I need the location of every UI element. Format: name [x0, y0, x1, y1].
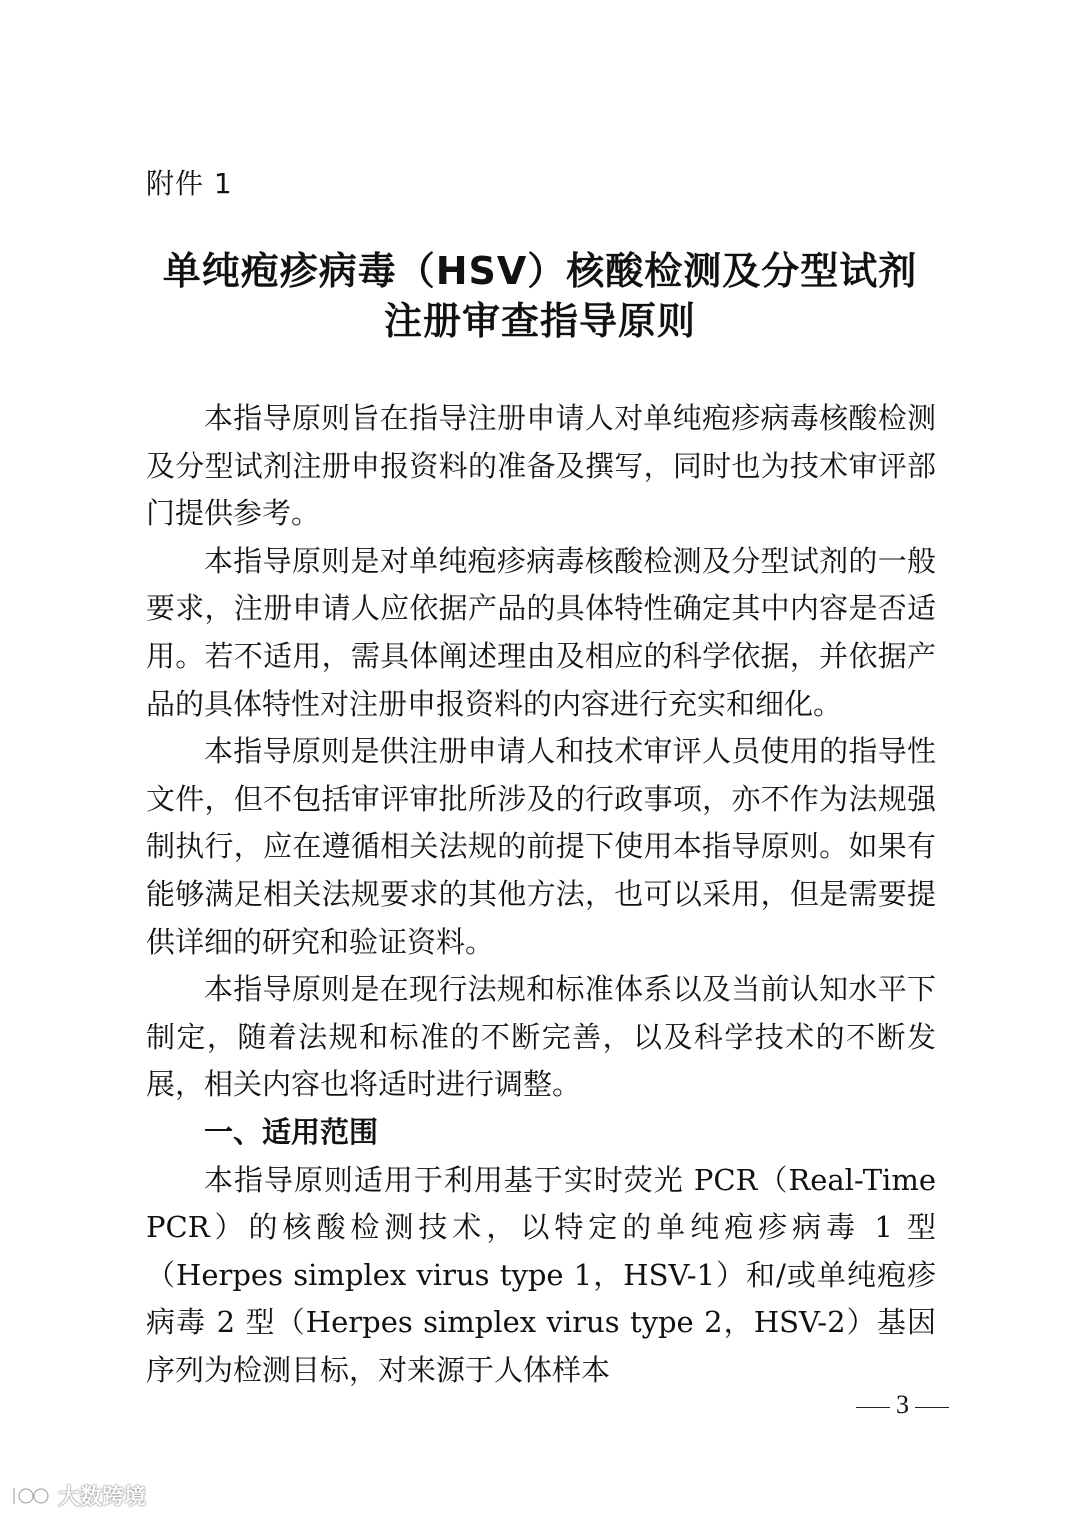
- page-number-footer: [850, 1390, 955, 1420]
- paragraph-scope: 本指导原则适用于利用基于实时荧光 PCR（Real-Time PCR）的核酸检测技术，以特定的单纯疱疹病毒 1 型（Herpes simplex virus type 1，HSV-1）和/或单纯疱疹病毒 2 型（Herpes simplex virus type 2，HSV-2）基因序列为检测目标，对来源于人体样本: [146, 1162, 936, 1387]
- paragraph-usage: 本指导原则是供注册申请人和技术审评人员使用的指导性文件，但不包括审评审批所涉及的行政事项，亦不作为法规强制执行，应在遵循相关法规的前提下使用本指导原则。如果有能够满足相关法规要求的其他方法，也可以采用，但是需要提供详细的研究和验证资料。: [146, 734, 936, 959]
- attachment-label: 附件 1: [146, 167, 233, 200]
- section-heading-scope: 一、适用范围: [204, 1114, 379, 1149]
- title-line-1: 单纯疱疹病毒（HSV）核酸检测及分型试剂: [162, 249, 918, 293]
- paragraph-purpose: 本指导原则旨在指导注册申请人对单纯疱疹病毒核酸检测及分型试剂注册申报资料的准备及撰写，同时也为技术审评部门提供参考。: [146, 401, 936, 531]
- paragraph-revision: 本指导原则是在现行法规和标准体系以及当前认知水平下制定，随着法规和标准的不断完善，以及科学技术的不断发展，相关内容也将适时进行调整。: [146, 972, 936, 1102]
- title-line-2: 注册审查指导原则: [383, 299, 696, 343]
- paragraph-general-requirements: 本指导原则是对单纯疱疹病毒核酸检测及分型试剂的一般要求，注册申请人应依据产品的具体特性确定其中内容是否适用。若不适用，需具体阐述理由及相应的科学依据，并依据产品的具体特性对注册申报资料的内容进行充实和细化。: [146, 543, 936, 721]
- logo-icon: [8, 1482, 52, 1510]
- watermark-text: 大数跨境: [58, 1485, 147, 1510]
- dash-left: [856, 1407, 890, 1408]
- document-title: [120, 246, 960, 346]
- dash-right: [915, 1407, 949, 1408]
- document-body: [146, 395, 936, 1394]
- page-number: 3: [896, 1390, 909, 1419]
- watermark: [8, 1480, 146, 1511]
